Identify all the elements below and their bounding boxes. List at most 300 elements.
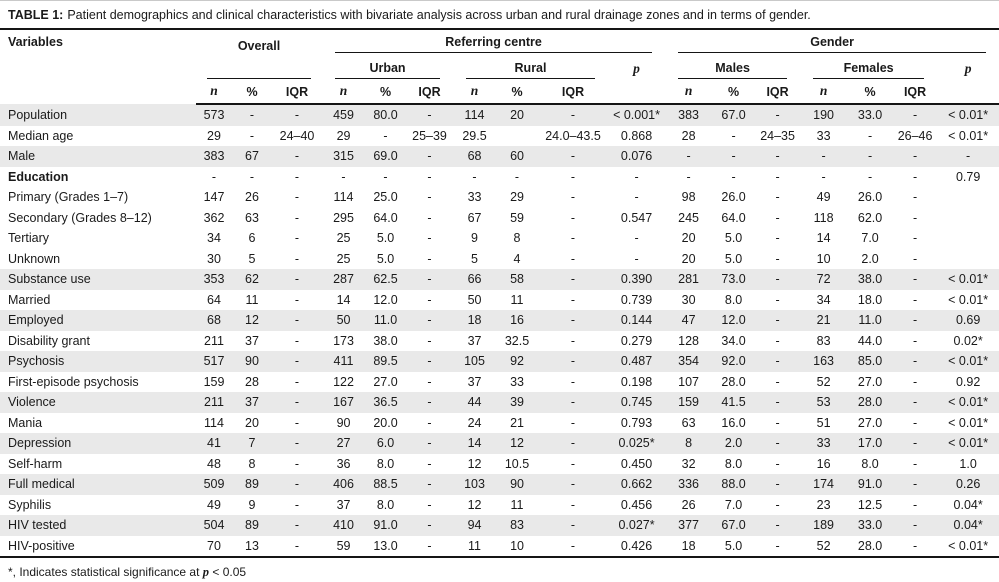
cell-urban_n: 173: [333, 333, 354, 348]
cell-females_pct: 7.0: [861, 231, 879, 245]
cell-p_gender: -: [966, 149, 971, 163]
cell-females_n: 23: [816, 497, 831, 512]
cell-females_n: 174: [813, 477, 834, 491]
cell-rural_pct: 90: [510, 477, 524, 491]
cell-females_n: 53: [816, 395, 831, 409]
cell-males_n: 28: [681, 128, 696, 143]
cell-overall_pct: 5: [248, 251, 256, 266]
cell-urban_n: 50: [336, 313, 351, 327]
table-row: [0, 515, 999, 536]
cell-overall_n: 383: [203, 149, 225, 163]
group-header-gender: [665, 30, 999, 55]
cell-females_iqr: -: [912, 354, 918, 368]
cell-p_gender: < 0.01*: [948, 538, 989, 553]
cell-overall_iqr: -: [294, 518, 300, 532]
cell-overall_pct: 6: [248, 231, 256, 245]
cell-females_iqr: -: [912, 231, 918, 245]
cell-p_gender: < 0.01*: [948, 128, 989, 143]
subgroup-header-urban-label: Urban: [335, 61, 440, 79]
cell-urban_pct: 11.0: [373, 313, 398, 327]
cell-overall_iqr: -: [294, 436, 300, 450]
cell-males_pct: 5.0: [724, 538, 743, 553]
cell-rural_iqr: -: [570, 169, 576, 184]
cell-p_gender: 0.02*: [953, 333, 983, 348]
cell-urban_n: 406: [333, 477, 354, 491]
cell-females_n: 51: [816, 415, 831, 430]
cell-overall_n: 41: [207, 436, 221, 450]
cell-females_n: 72: [816, 272, 831, 286]
cell-overall_pct: -: [249, 108, 255, 122]
cell-p_gender: 0.04*: [953, 518, 983, 532]
cell-males_n: 281: [678, 272, 699, 286]
column-header-p-gender: p: [964, 61, 972, 76]
cell-p_referring: 0.144: [620, 313, 653, 327]
cell-p_referring: -: [634, 231, 639, 245]
column-header-urban-iqr: IQR: [406, 81, 453, 104]
cell-rural_pct: 10: [510, 538, 524, 553]
table-row: [0, 413, 999, 434]
cell-p_gender: 0.92: [955, 374, 981, 389]
cell-p_referring: 0.739: [620, 292, 653, 307]
cell-rural_pct: 39: [510, 395, 524, 409]
cell-males_iqr: -: [775, 108, 780, 122]
cell-urban_iqr: -: [427, 313, 432, 327]
cell-rural_pct: 11: [510, 292, 524, 307]
cell-overall_pct: 89: [245, 518, 259, 532]
cell-rural_pct: 83: [510, 518, 524, 532]
cell-p_gender: < 0.01*: [948, 292, 989, 307]
cell-overall_pct: 9: [248, 497, 256, 512]
cell-females_pct: 27.0: [857, 415, 883, 430]
cell-urban_pct: 20.0: [373, 415, 398, 430]
row-label: Tertiary: [8, 231, 49, 245]
column-header-spacer: [937, 81, 999, 104]
cell-females_pct: 85.0: [857, 354, 883, 368]
cell-males_n: 8: [685, 436, 693, 450]
cell-rural_iqr: -: [570, 395, 576, 409]
cell-p_gender: [937, 228, 999, 249]
cell-urban_pct: 13.0: [373, 538, 398, 553]
cell-females_pct: 27.0: [857, 374, 883, 389]
cell-females_n: 33: [816, 128, 831, 143]
cell-females_pct: 8.0: [861, 456, 879, 471]
cell-urban_iqr: -: [427, 149, 432, 163]
cell-males_pct: 8.0: [724, 292, 743, 307]
cell-overall_pct: 37: [245, 395, 259, 409]
row-label: Disability grant: [8, 333, 90, 348]
cell-males_n: 18: [681, 538, 696, 553]
cell-females_iqr: -: [912, 190, 918, 204]
cell-males_iqr: -: [775, 395, 780, 409]
cell-p_gender: 0.04*: [953, 497, 983, 512]
cell-females_pct: -: [867, 128, 873, 143]
cell-overall_n: 114: [204, 415, 224, 430]
cell-overall_n: 70: [207, 538, 221, 553]
cell-rural_pct: 92: [510, 354, 524, 368]
cell-urban_pct: 12.0: [373, 292, 398, 307]
row-label: Education: [8, 169, 69, 184]
row-label: Violence: [8, 395, 56, 409]
cell-overall_pct: 90: [245, 354, 259, 368]
cell-overall_pct: 8: [248, 456, 256, 471]
cell-urban_pct: 89.5: [373, 354, 398, 368]
table-row: [0, 187, 999, 208]
row-label: First-episode psychosis: [8, 374, 139, 389]
cell-p_referring: 0.076: [620, 149, 653, 163]
cell-females_n: 163: [813, 354, 834, 368]
subgroup-header-females: [800, 55, 937, 81]
table-row: [0, 126, 999, 147]
cell-rural_n: 9: [471, 231, 478, 245]
cell-rural_iqr: -: [570, 108, 576, 122]
cell-rural_iqr: -: [570, 354, 576, 368]
cell-females_iqr: -: [912, 210, 918, 225]
cell-urban_n: 287: [333, 272, 354, 286]
row-label: Psychosis: [8, 354, 65, 368]
cell-overall_iqr: -: [294, 538, 300, 553]
cell-urban_iqr: -: [427, 333, 432, 348]
row-label: Median age: [8, 128, 74, 143]
cell-females_iqr: -: [912, 518, 918, 532]
cell-rural_iqr: -: [570, 272, 576, 286]
cell-urban_n: 122: [333, 374, 354, 389]
cell-males_pct: 12.0: [721, 313, 746, 327]
cell-rural_n: 37: [467, 333, 482, 348]
cell-overall_n: 48: [207, 456, 221, 471]
cell-overall_pct: -: [249, 169, 255, 184]
cell-urban_pct: 27.0: [373, 374, 398, 389]
cell-females_n: 16: [816, 456, 831, 471]
cell-rural_iqr: -: [570, 190, 576, 204]
table-header: [0, 30, 999, 104]
cell-males_iqr: -: [775, 292, 780, 307]
cell-females_pct: -: [867, 149, 873, 163]
table-row: [0, 495, 999, 516]
cell-overall_iqr: -: [294, 251, 300, 266]
row-label: Population: [8, 107, 68, 122]
cell-urban_pct: 5.0: [376, 231, 395, 245]
group-underline-overall: [196, 55, 322, 81]
cell-urban_iqr: -: [427, 374, 432, 389]
cell-urban_pct: 38.0: [373, 333, 398, 348]
cell-overall_n: 573: [203, 108, 225, 122]
cell-urban_pct: 6.0: [376, 436, 395, 450]
cell-rural_n: 94: [467, 518, 482, 532]
cell-urban_pct: 62.5: [373, 272, 398, 286]
row-label: Employed: [8, 313, 64, 327]
cell-urban_pct: 91.0: [373, 518, 398, 532]
cell-rural_iqr: -: [570, 538, 576, 553]
cell-females_n: 10: [816, 251, 831, 266]
table-row: [0, 249, 999, 270]
cell-rural_n: 24: [467, 415, 482, 430]
cell-females_iqr: -: [912, 333, 918, 348]
cell-females_iqr: 26–46: [897, 128, 933, 143]
cell-males_iqr: -: [775, 313, 780, 327]
table-footnote: [0, 558, 999, 582]
cell-males_pct: -: [731, 169, 736, 184]
cell-overall_iqr: -: [294, 415, 300, 430]
row-label: Unknown: [8, 251, 61, 266]
cell-overall_pct: 37: [245, 333, 259, 348]
cell-urban_n: 411: [333, 354, 354, 368]
row-label: Mania: [8, 415, 43, 430]
group-header-overall: Overall: [237, 39, 281, 53]
cell-males_n: 377: [678, 518, 699, 532]
cell-urban_iqr: -: [427, 272, 432, 286]
cell-urban_n: 167: [333, 395, 354, 409]
cell-males_iqr: -: [775, 210, 780, 225]
cell-rural_n: 67: [467, 210, 482, 225]
cell-p_gender: 0.69: [955, 313, 981, 327]
cell-overall_n: 30: [207, 251, 221, 266]
cell-p_referring: 0.450: [620, 456, 653, 471]
cell-males_iqr: -: [775, 518, 780, 532]
cell-rural_n: 44: [467, 395, 482, 409]
cell-rural_n: 12: [467, 497, 482, 512]
cell-rural_pct: 12: [510, 436, 524, 450]
cell-rural_pct: 29: [510, 190, 524, 204]
cell-females_pct: 28.0: [857, 395, 883, 409]
table-row: [0, 208, 999, 229]
cell-females_iqr: -: [912, 251, 918, 266]
cell-p_referring: 0.487: [620, 354, 653, 368]
cell-males_iqr: -: [775, 456, 780, 471]
cell-overall_n: 211: [204, 333, 224, 348]
table-row: [0, 310, 999, 331]
row-label: Married: [8, 292, 51, 307]
cell-females_iqr: -: [912, 169, 918, 184]
cell-males_pct: 67.0: [721, 518, 746, 532]
cell-urban_pct: 25.0: [373, 190, 398, 204]
demographics-table: [0, 30, 999, 558]
cell-overall_n: 517: [203, 354, 225, 368]
cell-males_n: 128: [678, 333, 699, 348]
cell-rural_n: 66: [467, 272, 482, 286]
row-label: Self-harm: [8, 456, 63, 471]
cell-males_iqr: -: [775, 231, 780, 245]
table-row: [0, 331, 999, 352]
cell-males_n: -: [686, 149, 691, 163]
table-row: [0, 269, 999, 290]
cell-males_iqr: -: [775, 436, 780, 450]
cell-overall_n: 147: [203, 190, 225, 204]
cell-males_iqr: -: [775, 169, 780, 184]
row-label: Syphilis: [8, 497, 52, 512]
column-header-spacer: [608, 81, 665, 104]
cell-females_iqr: -: [912, 374, 918, 389]
cell-rural_iqr: -: [570, 333, 576, 348]
cell-urban_pct: -: [383, 128, 388, 143]
cell-males_pct: 88.0: [721, 477, 746, 491]
cell-males_n: 354: [678, 354, 699, 368]
cell-females_iqr: -: [912, 497, 918, 512]
cell-urban_pct: 64.0: [373, 210, 398, 225]
cell-males_pct: 73.0: [721, 272, 746, 286]
cell-females_n: 21: [816, 313, 831, 327]
cell-overall_iqr: -: [294, 108, 300, 122]
cell-overall_iqr: -: [294, 477, 300, 491]
cell-males_pct: 28.0: [721, 374, 746, 389]
cell-males_iqr: -: [775, 538, 780, 553]
cell-rural_pct: 59: [510, 210, 524, 225]
cell-rural_iqr: -: [570, 149, 576, 163]
cell-males_pct: 5.0: [724, 231, 743, 245]
cell-urban_pct: 8.0: [376, 456, 395, 471]
cell-p_referring: 0.279: [620, 333, 653, 348]
cell-rural_iqr: -: [570, 415, 576, 430]
column-header-males-iqr: IQR: [755, 81, 800, 104]
cell-females_iqr: -: [912, 456, 918, 471]
cell-urban_n: 315: [333, 149, 354, 163]
cell-rural_n: 50: [467, 292, 482, 307]
column-header-overall-iqr: IQR: [272, 81, 322, 104]
cell-urban_n: 59: [336, 538, 351, 553]
cell-overall_iqr: -: [294, 456, 300, 471]
cell-females_n: 52: [816, 538, 831, 553]
cell-overall_iqr: -: [294, 169, 300, 184]
cell-rural_n: 14: [467, 436, 482, 450]
cell-females_iqr: -: [912, 149, 918, 163]
cell-females_n: 49: [816, 190, 831, 204]
cell-rural_iqr: -: [570, 436, 576, 450]
column-header-males-n: n: [665, 81, 712, 104]
cell-females_n: 190: [813, 108, 834, 122]
group-header-gender-label: Gender: [678, 35, 986, 53]
cell-overall_n: 504: [203, 518, 225, 532]
column-header-p-referring: p: [633, 61, 640, 76]
cell-p_gender: < 0.01*: [948, 436, 989, 450]
cell-females_n: 52: [816, 374, 831, 389]
cell-rural_pct: [496, 126, 538, 147]
cell-males_pct: 2.0: [724, 436, 743, 450]
cell-overall_n: 211: [204, 395, 224, 409]
cell-overall_pct: 20: [245, 415, 259, 430]
column-header-rural-n: n: [453, 81, 496, 104]
cell-males_n: 30: [681, 292, 696, 307]
cell-urban_iqr: 25–39: [412, 128, 447, 143]
cell-rural_iqr: -: [570, 456, 576, 471]
cell-females_n: 118: [813, 210, 834, 225]
table-number-label: TABLE 1:: [8, 8, 64, 22]
cell-urban_n: 459: [333, 108, 354, 122]
cell-urban_pct: 69.0: [373, 149, 398, 163]
cell-p_referring: 0.745: [620, 395, 653, 409]
cell-p_referring: -: [634, 190, 639, 204]
cell-males_pct: 41.5: [721, 395, 746, 409]
cell-p_referring: 0.868: [620, 128, 653, 143]
cell-rural_iqr: -: [570, 518, 576, 532]
cell-females_pct: 62.0: [857, 210, 883, 225]
cell-urban_iqr: -: [427, 518, 432, 532]
cell-rural_iqr: -: [570, 292, 576, 307]
cell-females_n: -: [821, 149, 826, 163]
row-label: Full medical: [8, 477, 75, 491]
cell-urban_n: 25: [336, 231, 351, 245]
cell-males_iqr: -: [775, 333, 780, 348]
cell-p_referring: 0.390: [620, 272, 653, 286]
cell-urban_n: 114: [333, 190, 354, 204]
table-row: [0, 474, 999, 495]
cell-males_pct: 8.0: [724, 456, 743, 471]
cell-rural_iqr: -: [570, 374, 576, 389]
cell-overall_pct: 62: [245, 272, 259, 286]
cell-p_referring: -: [634, 169, 639, 184]
cell-rural_pct: 58: [510, 272, 524, 286]
cell-urban_n: -: [341, 169, 346, 184]
cell-overall_n: -: [211, 169, 217, 184]
cell-males_iqr: -: [775, 251, 780, 266]
cell-females_pct: 2.0: [861, 251, 879, 266]
table-title: [0, 1, 999, 30]
cell-males_pct: -: [731, 128, 736, 143]
cell-rural_n: 18: [467, 313, 482, 327]
cell-females_n: -: [821, 169, 826, 184]
cell-overall_pct: 26: [245, 190, 259, 204]
cell-overall_iqr: -: [294, 374, 300, 389]
cell-urban_iqr: -: [427, 497, 432, 512]
cell-males_iqr: -: [775, 374, 780, 389]
cell-rural_iqr: -: [570, 231, 576, 245]
column-header-rural-iqr: IQR: [538, 81, 608, 104]
cell-females_pct: 26.0: [857, 190, 883, 204]
cell-males_n: 63: [681, 415, 696, 430]
cell-overall_n: 509: [203, 477, 225, 491]
cell-p_referring: 0.027*: [618, 518, 655, 532]
cell-overall_iqr: -: [294, 292, 300, 307]
row-label: Male: [8, 149, 36, 163]
table-title-text: Patient demographics and clinical characteristics with bivariate analysis across urban and rural drainage zones and in terms of gender.: [67, 8, 811, 22]
cell-males_pct: 5.0: [724, 251, 743, 266]
cell-p_referring: 0.025*: [618, 436, 655, 450]
cell-urban_iqr: -: [427, 538, 432, 553]
table-row: [0, 290, 999, 311]
cell-rural_n: 37: [467, 374, 482, 389]
cell-females_pct: 91.0: [857, 477, 883, 491]
cell-urban_pct: 36.5: [373, 395, 398, 409]
cell-females_pct: 33.0: [857, 518, 883, 532]
cell-overall_pct: 12: [245, 313, 259, 327]
cell-males_iqr: -: [775, 497, 780, 512]
cell-overall_pct: 63: [245, 210, 259, 225]
subgroup-header-males-label: Males: [678, 61, 787, 79]
table-row: [0, 536, 999, 558]
cell-urban_iqr: -: [427, 456, 432, 471]
cell-males_n: 159: [678, 395, 699, 409]
cell-urban_n: 295: [333, 210, 354, 225]
cell-urban_iqr: -: [427, 477, 432, 491]
cell-males_iqr: -: [775, 190, 780, 204]
cell-females_iqr: -: [912, 436, 918, 450]
cell-males_n: 383: [678, 108, 699, 122]
cell-p_gender: [937, 208, 999, 229]
column-header-variables: Variables: [8, 35, 63, 49]
cell-urban_iqr: -: [427, 210, 432, 225]
cell-females_pct: 38.0: [857, 272, 883, 286]
cell-rural_iqr: -: [570, 477, 576, 491]
table-row: [0, 433, 999, 454]
cell-males_n: 245: [678, 210, 699, 225]
cell-p_referring: 0.426: [620, 538, 653, 553]
row-label: Primary (Grades 1–7): [8, 190, 129, 204]
cell-rural_pct: 10.5: [504, 456, 530, 471]
cell-p_gender: 0.79: [955, 169, 981, 184]
cell-p_gender: [937, 249, 999, 270]
cell-males_n: 107: [678, 374, 699, 389]
table-row: [0, 351, 999, 372]
cell-males_pct: -: [731, 149, 736, 163]
cell-females_n: 34: [816, 292, 831, 307]
